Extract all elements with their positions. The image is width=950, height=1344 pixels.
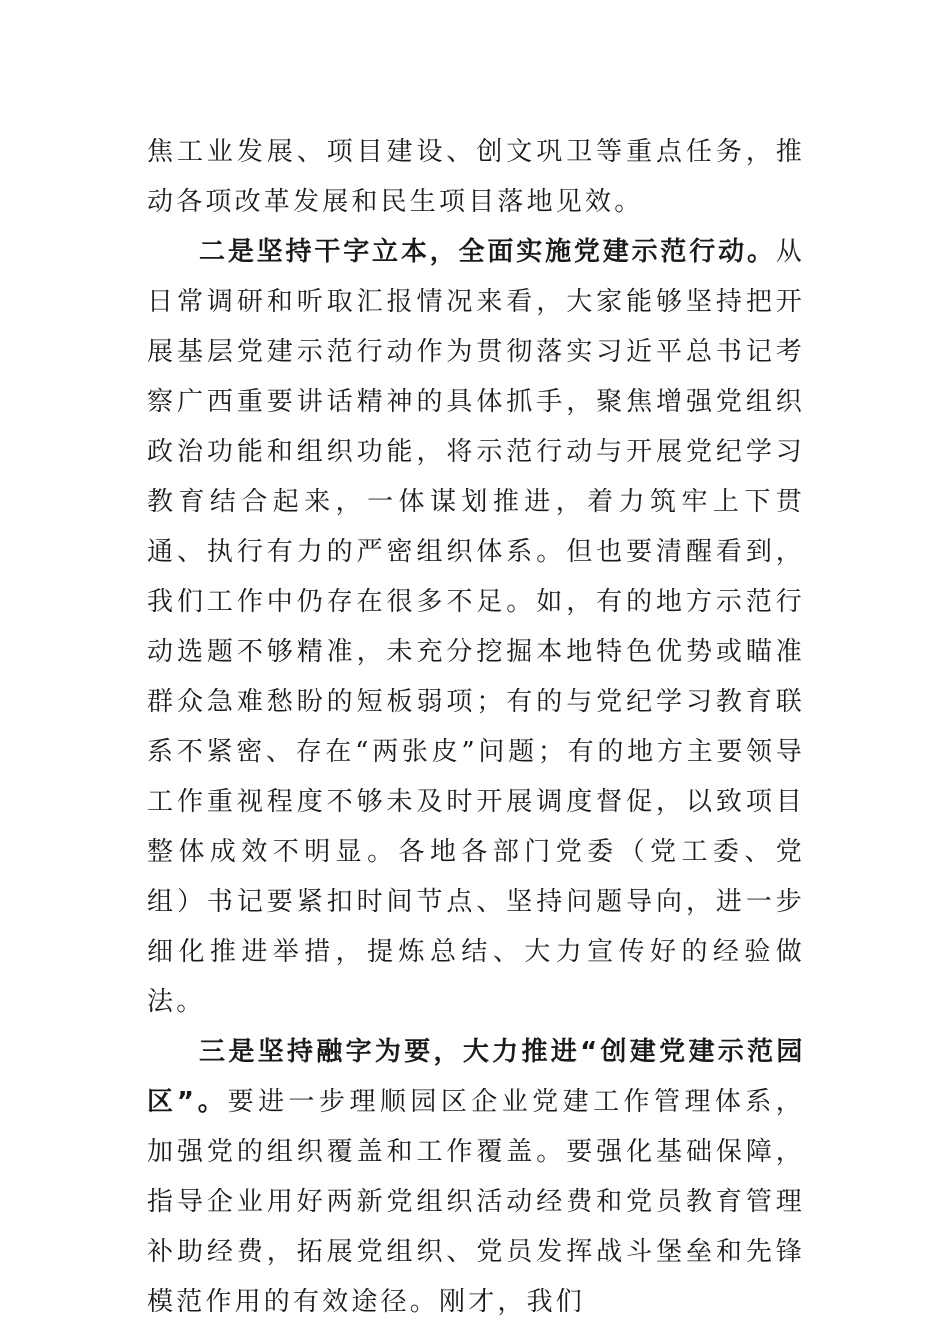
paragraph-continuation xyxy=(147,127,805,227)
paragraph-point-three xyxy=(147,1027,805,1327)
paragraph-2-heading: 二是坚持干字立本，全面实施党建示范行动。 xyxy=(199,237,776,267)
document-page xyxy=(147,127,805,1327)
paragraph-3-heading: 三是坚持融字为要，大力推进“创建党建示范园区”。 xyxy=(147,1037,805,1117)
paragraph-1-body: 焦工业发展、项目建设、创文巩卫等重点任务，推动各项改革发展和民生项目落地见效。 xyxy=(147,137,805,217)
paragraph-3-body: 要进一步理顺园区企业党建工作管理体系，加强党的组织覆盖和工作覆盖。要强化基础保障，指导企业用好两新党组织活动经费和党员教育管理补助经费，拓展党组织、党员发挥战斗堡垒和先锋模范作用的有效途径。刚才，我们 xyxy=(147,1087,805,1317)
paragraph-point-two xyxy=(147,227,805,1027)
paragraph-2-body: 从日常调研和听取汇报情况来看，大家能够坚持把开展基层党建示范行动作为贯彻落实习近平总书记考察广西重要讲话精神的具体抓手，聚焦增强党组织政治功能和组织功能，将示范行动与开展党纪学习教育结合起来，一体谋划推进，着力筑牢上下贯通、执行有力的严密组织体系。但也要清醒看到，我们工作中仍存在很多不足。如，有的地方示范行动选题不够精准，未充分挖掘本地特色优势或瞄准群众急难愁盼的短板弱项；有的与党纪学习教育联系不紧密、存在“两张皮”问题；有的地方主要领导工作重视程度不够未及时开展调度督促，以致项目整体成效不明显。各地各部门党委（党工委、党组）书记要紧扣时间节点、坚持问题导向，进一步细化推进举措，提炼总结、大力宣传好的经验做法。 xyxy=(147,237,805,1017)
